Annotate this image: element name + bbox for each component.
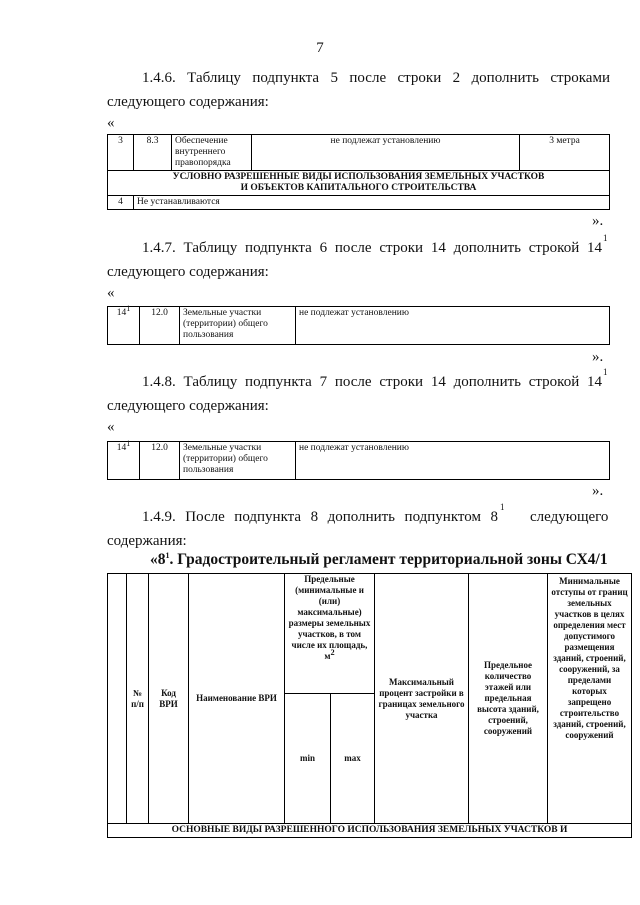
cell-text: Не устанавливаются — [134, 196, 610, 210]
cell-setback: 3 метра — [520, 135, 610, 171]
cell-num — [108, 438, 140, 480]
header-setback: Минимальные отступы от границ земельных участков в целях определения мест допустимого размещения зданий, строений, сооружений, за пределами которых запрещено строительство зданий, строений, сооружений — [548, 574, 632, 824]
section-header-row — [108, 171, 610, 196]
cell-num: 3 — [108, 135, 134, 171]
cell-value: не подлежат установлению — [296, 307, 610, 345]
section-heading-title: . Градостроительный регламент территориальной зоны СХ4/1 — [169, 551, 608, 568]
main-table — [107, 573, 632, 838]
cell-code: 8.3 — [134, 135, 172, 171]
header-row-1 — [108, 574, 632, 694]
header-max: max — [331, 694, 375, 824]
section-heading-prefix: «8 — [150, 551, 166, 568]
header-sizes-text: Предельные (минимальные и (или) максимальные) размеры земельных участков, в том числе их площадь, м — [288, 574, 371, 661]
paragraph-1-4-6-line2: следующего содержания: — [107, 94, 269, 110]
table-row — [108, 196, 610, 210]
table-1-4-7 — [107, 303, 610, 345]
paragraph-1-4-9-line1: 1.4.9. После подпункта 8 дополнить подпунктом 8 — [142, 509, 498, 525]
paragraph-1-4-8-line1: 1.4.8. Таблицу подпункта 7 после строки 14 дополнить строкой 14 — [142, 374, 602, 390]
cell-code: 12.0 — [140, 442, 180, 480]
superscript: 2 — [330, 648, 335, 657]
table-row — [108, 442, 610, 480]
cell-name: Земельные участки (территории) общего пользования — [180, 442, 296, 480]
close-quote: ». — [592, 349, 604, 365]
paragraph-1-4-9-line2: содержания: — [107, 533, 187, 549]
cell-num-text: 14 — [116, 308, 127, 318]
paragraph-1-4-7-line2: следующего содержания: — [107, 264, 269, 280]
paragraph-1-4-6-line1: 1.4.6. Таблицу подпункта 5 после строки 2 дополнить строками — [142, 70, 610, 86]
superscript: 1 — [126, 303, 131, 313]
superscript: 1 — [126, 438, 131, 448]
table-1-4-6 — [107, 134, 610, 210]
header-sizes — [285, 574, 375, 694]
header-code: Код ВРИ — [149, 574, 189, 824]
cell-name: Обеспечение внутреннего правопорядка — [172, 135, 252, 171]
table-row — [108, 135, 610, 171]
section-header: УСЛОВНО РАЗРЕШЕННЫЕ ВИДЫ ИСПОЛЬЗОВАНИЯ ЗЕМЕЛЬНЫХ УЧАСТКОВ И ОБЪЕКТОВ КАПИТАЛЬНОГО СТРОИТЕЛЬСТВА — [108, 171, 610, 196]
superscript: 1 — [165, 550, 170, 560]
cell-value: не подлежат установлению — [296, 442, 610, 480]
table-row — [108, 307, 610, 345]
header-name: Наименование ВРИ — [189, 574, 285, 824]
paragraph-1-4-8-line2: следующего содержания: — [107, 398, 269, 414]
open-quote: « — [107, 115, 115, 131]
paragraph-1-4-7-line1: 1.4.7. Таблицу подпункта 6 после строки 14 дополнить строкой 14 — [142, 240, 602, 256]
table-1-4-8 — [107, 438, 610, 480]
section-heading — [150, 551, 608, 569]
header-floors: Предельное количество этажей или предельная высота зданий, строений, сооружений — [469, 574, 548, 824]
section-row-text: ОСНОВНЫЕ ВИДЫ РАЗРЕШЕННОГО ИСПОЛЬЗОВАНИЯ ЗЕМЕЛЬНЫХ УЧАСТКОВ И — [108, 824, 632, 838]
open-quote: « — [107, 419, 115, 435]
cell-num-text: 14 — [116, 443, 127, 453]
header-num: № п/п — [127, 574, 149, 824]
close-quote: ». — [592, 213, 604, 229]
cell-num — [108, 303, 140, 345]
cell-code: 12.0 — [140, 307, 180, 345]
section-row — [108, 824, 632, 838]
header-spacer — [108, 574, 127, 824]
cell-name: Земельные участки (территории) общего пользования — [180, 307, 296, 345]
open-quote: « — [107, 285, 115, 301]
close-quote: ». — [592, 483, 604, 499]
page-number: 7 — [316, 40, 324, 56]
paragraph-1-4-9-line1-end: следующего — [530, 509, 609, 525]
header-percent: Максимальный процент застройки в границах земельного участка — [375, 574, 469, 824]
cell-value: не подлежат установлению — [252, 135, 520, 171]
header-min: min — [285, 694, 331, 824]
cell-num: 4 — [108, 196, 134, 210]
